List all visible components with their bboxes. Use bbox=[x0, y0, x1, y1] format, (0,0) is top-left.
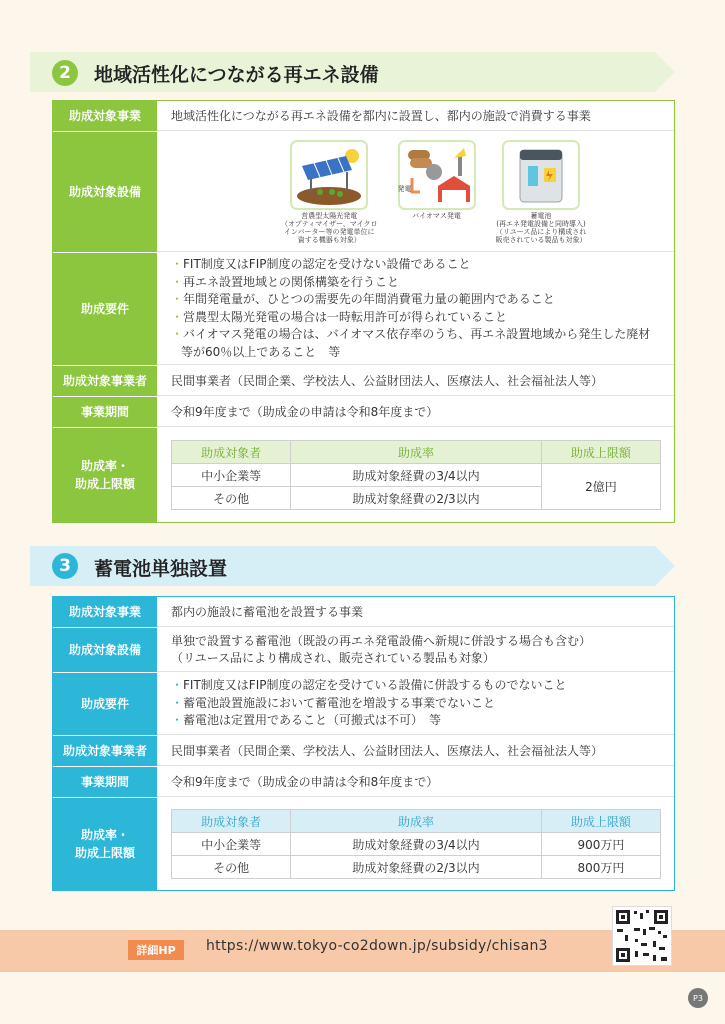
requirements-list bbox=[171, 677, 566, 730]
section3-row-period bbox=[53, 767, 674, 798]
caption-line: 資する機器も対象） bbox=[297, 236, 361, 244]
hp-url-link[interactable]: https://www.tokyo-co2down.jp/subsidy/chisan3 bbox=[206, 938, 548, 954]
row-value bbox=[157, 628, 674, 672]
caption-line: 販売されている製品も対象） bbox=[495, 236, 587, 244]
value-line: 単独で設置する蓄電池（既設の再エネ発電設備へ新規に併設する場合も含む） bbox=[171, 633, 592, 648]
label-line: 助成率・ bbox=[80, 459, 129, 473]
label-line: 助成上限額 bbox=[74, 477, 135, 491]
label-line: 助成率・ bbox=[80, 828, 129, 842]
list-item: ・バイオマス発電の場合は、バイオマス依存率のうち、再エネ設置地域から発生した廃材等が60％以上であること 等 bbox=[171, 327, 651, 359]
qr-code-icon bbox=[612, 906, 672, 966]
row-value: 令和9年度まで（助成金の申請は令和8年度まで） bbox=[157, 397, 674, 427]
row-label: 助成対象事業 bbox=[53, 597, 157, 627]
row-value bbox=[157, 798, 675, 890]
caption-line: （リユース品により構成され bbox=[495, 228, 587, 236]
requirements-list bbox=[171, 256, 660, 361]
list-item: ・FIT制度又はFIP制度の認定を受けない設備であること bbox=[171, 257, 471, 271]
section3-row-target-business bbox=[53, 597, 674, 628]
table-header-row bbox=[172, 810, 661, 833]
table-cell: 助成対象経費の2/3以内 bbox=[291, 487, 542, 510]
row-label: 助成対象事業 bbox=[53, 101, 157, 131]
row-value bbox=[157, 132, 674, 252]
table-cell: 助成対象経費の2/3以内 bbox=[291, 856, 542, 879]
caption-line: インバーター等の発電単位に bbox=[284, 228, 375, 236]
label-line: 助成上限額 bbox=[74, 846, 135, 860]
table-cell: その他 bbox=[172, 856, 291, 879]
section2-rate-table bbox=[171, 440, 661, 510]
row-label bbox=[53, 428, 157, 522]
table-cell: 800万円 bbox=[541, 856, 660, 879]
row-value: 民間事業者（民間企業、学校法人、公益財団法人、医療法人、社会福祉法人等） bbox=[157, 736, 674, 766]
list-item: ・蓄電池は定置用であること（可搬式は不可） 等 bbox=[171, 713, 442, 728]
row-label: 助成要件 bbox=[53, 253, 157, 365]
section2-number-badge: 2 bbox=[52, 60, 78, 86]
section3-number-badge: 3 bbox=[52, 553, 78, 579]
page-number-badge: P3 bbox=[688, 988, 708, 1008]
table-cell: 2億円 bbox=[541, 464, 660, 510]
table-row bbox=[172, 833, 661, 856]
qr-pattern bbox=[613, 907, 671, 965]
equipment-illustrations bbox=[157, 132, 587, 244]
value-line: （リユース品により構成され、販売されている製品も対象） bbox=[171, 650, 495, 665]
section3-title: 蓄電池単独設置 bbox=[94, 558, 228, 580]
illustration-battery bbox=[496, 140, 587, 244]
section2-row-requirements bbox=[53, 253, 674, 366]
caption-line: 蓄電池 bbox=[530, 212, 552, 220]
caption-line: （オプティマイザー、マイクロ bbox=[281, 220, 378, 228]
table-cell: 助成対象経費の3/4以内 bbox=[291, 833, 542, 856]
section3-row-equipment bbox=[53, 628, 674, 673]
section2-title: 地域活性化につながる再エネ設備 bbox=[94, 64, 379, 86]
row-label: 助成対象設備 bbox=[53, 132, 157, 252]
illustration-agrivoltaic bbox=[281, 140, 378, 244]
list-item: ・営農型太陽光発電の場合は一時転用許可が得られていること bbox=[171, 309, 508, 324]
biomass-plant-icon bbox=[398, 140, 476, 210]
row-value bbox=[157, 428, 675, 522]
section2-table bbox=[52, 100, 675, 523]
row-value: 民間事業者（民間企業、学校法人、公益財団法人、医療法人、社会福祉法人等） bbox=[157, 366, 674, 396]
list-item: ・再エネ設置地域との関係構築を行うこと bbox=[171, 274, 400, 289]
list-item: ・年間発電量が、ひとつの需要先の年間消費電力量の範囲内であること bbox=[171, 292, 555, 306]
caption-line: バイオマス発電 bbox=[412, 212, 461, 220]
biomass-badge: 発電 bbox=[397, 185, 412, 193]
column-header: 助成上限額 bbox=[541, 441, 660, 464]
column-header: 助成率 bbox=[291, 810, 542, 833]
section3-table bbox=[52, 596, 675, 891]
section3-row-operator bbox=[53, 736, 674, 767]
illustration-caption bbox=[496, 212, 587, 244]
row-value: 地域活性化につながる再エネ設備を都内に設置し、都内の施設で消費する事業 bbox=[157, 101, 674, 131]
battery-icon bbox=[502, 140, 580, 210]
illustration-caption bbox=[412, 212, 461, 220]
row-label bbox=[53, 798, 157, 890]
table-cell: 900万円 bbox=[541, 833, 660, 856]
table-cell: 中小企業等 bbox=[172, 464, 291, 487]
illustration-caption bbox=[281, 212, 378, 244]
row-label: 事業期間 bbox=[53, 767, 157, 797]
column-header: 助成対象者 bbox=[172, 810, 291, 833]
section2-row-target-business bbox=[53, 101, 674, 132]
section2-row-operator bbox=[53, 366, 674, 397]
row-value bbox=[157, 253, 674, 365]
row-value: 令和9年度まで（助成金の申請は令和8年度まで） bbox=[157, 767, 674, 797]
table-row bbox=[172, 464, 661, 487]
row-label: 助成要件 bbox=[53, 673, 157, 735]
table-cell: その他 bbox=[172, 487, 291, 510]
column-header: 助成上限額 bbox=[541, 810, 660, 833]
table-row bbox=[172, 856, 661, 879]
column-header: 助成対象者 bbox=[172, 441, 291, 464]
row-value bbox=[157, 673, 674, 735]
list-item: ・蓄電池設置施設において蓄電池を増設する事業でないこと bbox=[171, 695, 496, 710]
section2-row-period bbox=[53, 397, 674, 428]
table-header-row bbox=[172, 441, 661, 464]
list-item: ・FIT制度又はFIP制度の認定を受けている設備に併設するものでないこと bbox=[171, 678, 567, 693]
table-cell: 中小企業等 bbox=[172, 833, 291, 856]
solar-farm-icon bbox=[290, 140, 368, 210]
hp-label-badge: 詳細HP bbox=[128, 940, 184, 960]
section3-row-rate bbox=[53, 798, 674, 890]
section2-row-equipment bbox=[53, 132, 674, 253]
row-label: 助成対象事業者 bbox=[53, 366, 157, 396]
row-value: 都内の施設に蓄電池を設置する事業 bbox=[157, 597, 674, 627]
row-label: 助成対象事業者 bbox=[53, 736, 157, 766]
section3-row-requirements bbox=[53, 673, 674, 736]
illustration-biomass bbox=[398, 140, 476, 220]
table-cell: 助成対象経費の3/4以内 bbox=[291, 464, 542, 487]
column-header: 助成率 bbox=[291, 441, 542, 464]
section2-row-rate bbox=[53, 428, 674, 522]
caption-line: (再エネ発電設備と同時導入) bbox=[496, 220, 586, 228]
row-label: 助成対象設備 bbox=[53, 628, 157, 672]
row-label: 事業期間 bbox=[53, 397, 157, 427]
caption-line: 営農型太陽光発電 bbox=[301, 212, 358, 220]
section3-rate-table bbox=[171, 809, 661, 879]
